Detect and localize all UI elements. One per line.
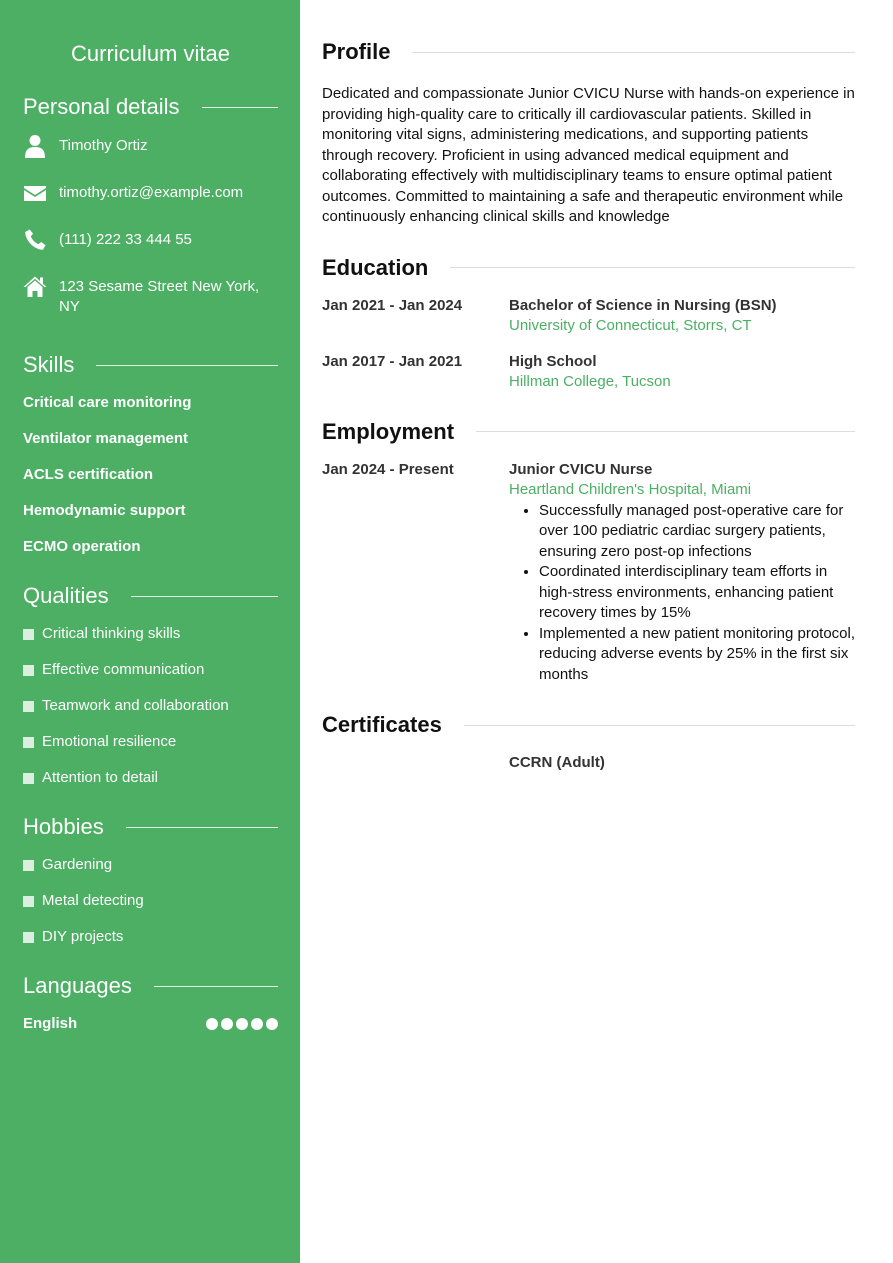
heading-rule — [202, 107, 278, 108]
cv-title: Curriculum vitae — [71, 41, 230, 66]
heading-rule — [131, 596, 278, 597]
email-text[interactable]: timothy.ortiz@example.com — [59, 184, 244, 201]
entry-title: Junior CVICU Nurse — [509, 460, 653, 478]
skill-item: Ventilator management — [23, 430, 189, 447]
personal-address — [23, 277, 278, 317]
level-dot-icon — [221, 1018, 233, 1030]
education-entry — [322, 296, 855, 337]
education-heading: Education — [322, 255, 855, 281]
address-text: 123 Sesame Street New York, NY — [59, 278, 260, 315]
envelope-icon — [23, 181, 47, 205]
level-dot-icon — [206, 1018, 218, 1030]
entry-org: Heartland Children's Hospital, Miami — [509, 481, 752, 498]
square-bullet-icon — [23, 629, 34, 640]
language-name: English — [23, 1015, 78, 1032]
hobbies-heading: Hobbies — [23, 814, 278, 840]
square-bullet-icon — [23, 896, 34, 907]
certificates-heading: Certificates — [322, 712, 855, 738]
quality-item: Critical thinking skills — [23, 624, 278, 644]
heading-rule — [154, 986, 278, 987]
square-bullet-icon — [23, 665, 34, 676]
sidebar — [0, 0, 300, 1263]
entry-date: Jan 2017 - Jan 2021 — [322, 352, 463, 370]
name-text: Timothy Ortiz — [59, 137, 148, 154]
quality-item: Attention to detail — [23, 768, 278, 788]
personal-name — [23, 136, 278, 158]
skill-item: ACLS certification — [23, 466, 154, 483]
quality-item: Effective communication — [23, 660, 278, 680]
entry-org: Hillman College, Tucson — [509, 373, 671, 390]
skill-item: Hemodynamic support — [23, 502, 186, 519]
level-dot-icon — [251, 1018, 263, 1030]
square-bullet-icon — [23, 773, 34, 784]
skill-item: Critical care monitoring — [23, 394, 192, 411]
skills-heading: Skills — [23, 352, 278, 378]
profile-heading: Profile — [322, 39, 855, 65]
user-icon — [23, 134, 47, 158]
achievement-list — [509, 501, 855, 686]
education-entry — [322, 352, 855, 393]
profile-text: Dedicated and compassionate Junior CVICU Nurse with hands-on experience in providing high-quality care to critically ill cardiovascular patients. Skilled in monitoring vital signs, administering medications, and supporting patients through recovery. Proficient in using advanced medical equipment and collaborating effectively with multidisciplinary teams to ensure optimal patient outcomes. Committed to maintaining a safe and therapeutic environment while continuously enhancing clinical skills and knowledge — [322, 85, 855, 225]
hobby-item: DIY projects — [23, 927, 278, 947]
achievement-item: • Implemented a new patient monitoring protocol, reducing adverse events by 25% in the first six months — [539, 624, 855, 686]
entry-date — [322, 753, 509, 774]
hobby-item: Gardening — [23, 855, 278, 875]
heading-rule — [450, 267, 855, 268]
main-content — [322, 0, 855, 774]
personal-details-heading: Personal details — [23, 94, 278, 120]
entry-org: University of Connecticut, Storrs, CT — [509, 317, 752, 334]
square-bullet-icon — [23, 737, 34, 748]
personal-phone — [23, 230, 278, 252]
entry-title: High School — [509, 352, 597, 370]
square-bullet-icon — [23, 701, 34, 712]
heading-rule — [126, 827, 278, 828]
phone-icon — [23, 228, 47, 252]
level-dot-icon — [236, 1018, 248, 1030]
certificate-entry — [322, 753, 855, 774]
level-dot-icon — [266, 1018, 278, 1030]
heading-rule — [476, 431, 855, 432]
home-icon — [23, 275, 47, 299]
quality-item: Teamwork and collaboration — [23, 696, 278, 716]
achievement-item: • Successfully managed post-operative care for over 100 pediatric cardiac surgery patients, ensuring zero post-op infections — [539, 501, 855, 563]
heading-rule — [96, 365, 278, 366]
language-item — [23, 1014, 278, 1034]
achievement-item: • Coordinated interdisciplinary team efforts in high-stress environments, enhancing patient recovery times by 15% — [539, 562, 855, 624]
skill-item: ECMO operation — [23, 538, 141, 555]
quality-item: Emotional resilience — [23, 732, 278, 752]
qualities-heading: Qualities — [23, 583, 278, 609]
square-bullet-icon — [23, 932, 34, 943]
entry-title: Bachelor of Science in Nursing (BSN) — [509, 296, 777, 314]
certificate-title: CCRN (Adult) — [509, 754, 605, 771]
hobby-item: Metal detecting — [23, 891, 278, 911]
entry-date: Jan 2021 - Jan 2024 — [322, 296, 463, 314]
employment-heading: Employment — [322, 419, 855, 445]
employment-entry — [322, 460, 855, 686]
square-bullet-icon — [23, 860, 34, 871]
personal-email — [23, 183, 278, 205]
phone-text: (111) 222 33 444 55 — [59, 231, 192, 248]
heading-rule — [464, 725, 855, 726]
entry-date: Jan 2024 - Present — [322, 460, 454, 478]
heading-rule — [412, 52, 855, 53]
languages-heading: Languages — [23, 973, 278, 999]
language-level — [203, 1018, 278, 1030]
